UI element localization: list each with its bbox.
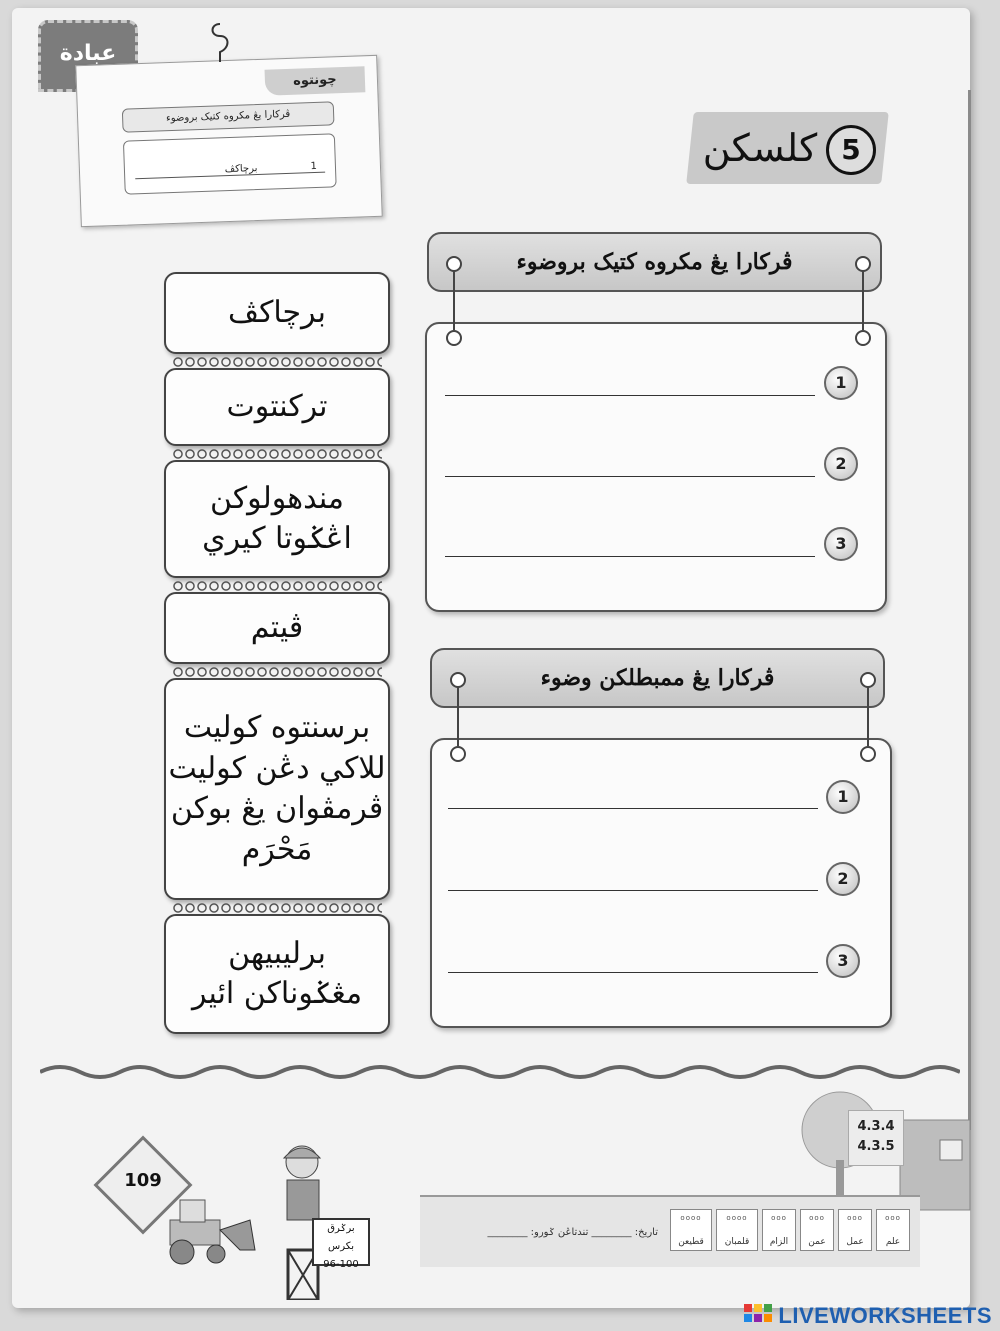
example-line-number: 1 (310, 160, 318, 173)
date-field-label: تاريخ: (634, 1227, 658, 1238)
choice-text: تركنتوت (226, 388, 328, 424)
example-line-text: برچاكڤ (224, 163, 258, 176)
panel-body-membatalkan (430, 738, 892, 1028)
spiral-binding (172, 902, 382, 914)
choice-text: مندهولوكن (210, 480, 344, 516)
evaluation-cell[interactable]: ooo عمن (800, 1209, 834, 1251)
ring-stem (867, 686, 869, 746)
example-line (135, 161, 325, 180)
evaluation-cell[interactable]: ooo الزام (762, 1209, 796, 1251)
number-circle: 2 (824, 447, 858, 481)
choice-text: برچاكڤ (228, 294, 326, 330)
evaluation-cell-label: عمل (846, 1237, 864, 1247)
card-hanger-icon (200, 22, 240, 62)
answer-line-membatalkan-2[interactable] (448, 890, 818, 891)
spiral-binding (172, 666, 382, 678)
answer-line-makruh-2[interactable] (445, 476, 815, 477)
subject-tab: عبادة (38, 20, 138, 92)
choice-card-5[interactable] (164, 678, 390, 900)
exercise-title: كلسكن (702, 126, 818, 170)
evaluation-cell-label: قلمبان (724, 1237, 750, 1247)
evaluation-fields: تاريخ: ________ تندتاڠن ݢورو: ________ (487, 1227, 658, 1238)
standard-codes (848, 1110, 904, 1166)
choice-text: ڤرمڤوان يڠ بوكن (170, 791, 384, 826)
score-sign-label: برݢرق بكرس (327, 1223, 355, 1252)
ring-icon (450, 746, 466, 762)
example-card (75, 55, 382, 227)
number-circle: 1 (826, 780, 860, 814)
score-sign-range: 96-100 (323, 1259, 359, 1270)
choice-text: اڠݢوتا كيري (202, 521, 352, 556)
exercise-number: 5 (826, 125, 876, 175)
example-body (123, 133, 337, 194)
choice-card-1[interactable] (164, 272, 390, 354)
evaluation-cell[interactable]: ooo عمل (838, 1209, 872, 1251)
number-circle: 3 (824, 527, 858, 561)
teacher-signature-label: تندتاڠن ݢورو: (530, 1227, 589, 1238)
book-spine-line (968, 90, 971, 1130)
panel-body-makruh (425, 322, 887, 612)
choice-text: مَحْرَم (241, 831, 313, 867)
answer-line-makruh-3[interactable] (445, 556, 815, 557)
panel-heading-membatalkan: ڤركارا يڠ ممبطلكن وضوء (430, 648, 885, 708)
standard-code: 4.3.5 (857, 1139, 895, 1154)
choice-text: برليبيهن (228, 935, 326, 971)
choice-text: برسنتوه كوليت (183, 710, 371, 745)
number-circle: 2 (826, 862, 860, 896)
evaluation-cell-label: قطيعن (678, 1237, 704, 1247)
choice-text: مڠݢوناكن ائير (191, 976, 363, 1011)
spiral-binding (172, 356, 382, 368)
ring-icon (446, 330, 462, 346)
wavy-divider (40, 1062, 960, 1082)
ring-stem (862, 270, 864, 330)
answer-line-membatalkan-1[interactable] (448, 808, 818, 809)
example-tag: چونتوه (265, 66, 366, 95)
spiral-binding (172, 580, 382, 592)
page-number: 109 (124, 1170, 162, 1191)
evaluation-strip (420, 1195, 920, 1267)
answer-line-makruh-1[interactable] (445, 395, 815, 396)
number-circle: 3 (826, 944, 860, 978)
evaluation-cell[interactable]: oooo قطيعن (670, 1209, 712, 1251)
ring-icon (860, 746, 876, 762)
liveworksheets-watermark (690, 1300, 1000, 1331)
choice-card-6[interactable] (164, 914, 390, 1034)
evaluation-cell[interactable]: ooo علم (876, 1209, 910, 1251)
spiral-binding (172, 448, 382, 460)
ring-stem (457, 686, 459, 746)
liveworksheets-logo-icon (744, 1304, 772, 1328)
evaluation-cell-label: الزام (769, 1237, 789, 1247)
choice-card-2[interactable] (164, 368, 390, 446)
evaluation-cell-label: عمن (808, 1237, 826, 1247)
ring-stem (453, 270, 455, 330)
choice-text: للاكي دڠن كوليت (168, 750, 386, 786)
liveworksheets-text: LIVEWORKSHEETS (778, 1302, 992, 1328)
panel-heading-makruh: ڤركارا يڠ مكروه كتيک بروضوء (427, 232, 882, 292)
standard-code: 4.3.4 (857, 1119, 895, 1134)
example-heading: ڤركارا يڠ مكروه كتيک بروضوء (122, 101, 335, 132)
ring-icon (855, 330, 871, 346)
evaluation-cell-label: علم (885, 1237, 901, 1247)
choice-card-4[interactable] (164, 592, 390, 664)
score-sign (312, 1218, 370, 1270)
answer-line-membatalkan-3[interactable] (448, 972, 818, 973)
choice-card-3[interactable] (164, 460, 390, 578)
evaluation-cell[interactable]: oooo قلمبان (716, 1209, 758, 1251)
choice-text: ڤيتم (250, 609, 304, 645)
bulldozer-illustration (150, 1190, 260, 1270)
number-circle: 1 (824, 366, 858, 400)
